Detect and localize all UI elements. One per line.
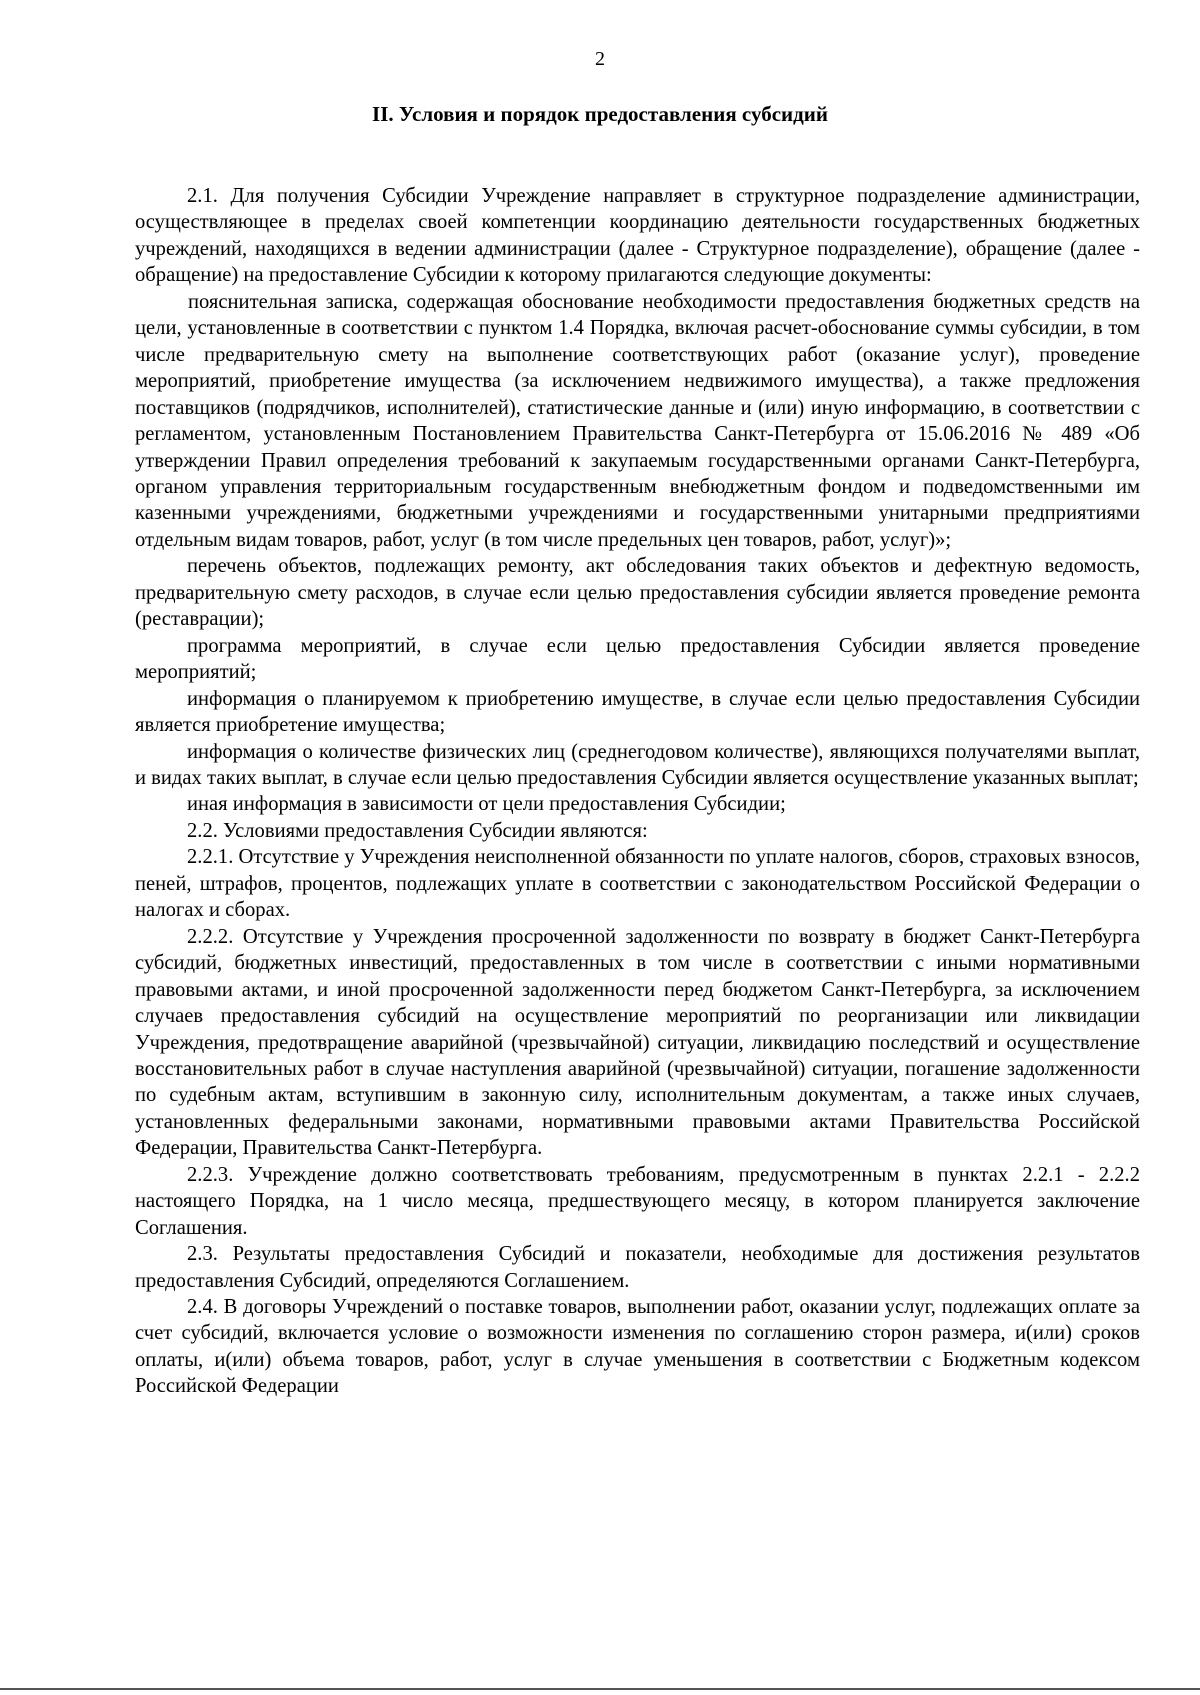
paragraph-2-2-1: 2.2.1. Отсутствие у Учреждения неисполненной обязанности по уплате налогов, сборов, страховых взносов, пеней, штрафов, процентов, подлежащих уплате в соответствии с законодательством Российской Федерации о налогах и сборах. <box>135 846 1140 922</box>
document-body <box>135 183 1140 1400</box>
paragraph-property-info: информация о планируемом к приобретению имуществе, в случае если целью предоставления Субсидии является приобретение имущества; <box>135 687 1140 737</box>
paragraph-2-3: 2.3. Результаты предоставления Субсидий и показатели, необходимые для достижения результатов предоставления Субсидий, определяются Соглашением. <box>135 1243 1140 1292</box>
page-number: 2 <box>595 48 605 70</box>
scan-bottom-edge <box>0 1688 1200 1690</box>
paragraph-2-1: 2.1. Для получения Субсидии Учреждение направляет в структурное подразделение администрации, осуществляющее в пределах своей компетенции координацию деятельности государственных бюджетных учреждений, находящихся в ведении администрации (далее - Структурное подразделение), обращение (далее - обращение) на предоставление Субсидии к которому прилагаются следующие документы: <box>135 185 1140 287</box>
section-title: II. Условия и порядок предоставления субсидий <box>372 102 828 126</box>
paragraph-explanatory-note: пояснительная записка, содержащая обоснование необходимости предоставления бюджетных средств на цели, установленные в соответствии с пунктом 1.4 Порядка, включая расчет-обоснование суммы субсидии, в том числе предварительную смету на выполнение соответствующих работ (оказание услуг), проведение мероприятий, приобретение имущества (за исключением недвижимого имущества), а также предложения поставщиков (подрядчиков, исполнителей), статистические данные и (или) иную информацию, в соответствии с регламентом, установленным Постановлением Правительства Санкт-Петербурга от 15.06.2016 № 489 «Об утверждении Правил определения требований к закупаемым государственными органами Санкт-Петербурга, органом управления территориальным государственным внебюджетным фондом и подведомственными им казенными учреждениями, бюджетными учреждениями и государственными унитарными предприятиями отдельным видам товаров, работ, услуг (в том числе предельных цен товаров, работ, услуг)»; <box>135 290 1140 551</box>
paragraph-2-2: 2.2. Условиями предоставления Субсидии являются: <box>187 819 648 842</box>
paragraph-2-2-3: 2.2.3. Учреждение должно соответствовать требованиям, предусмотренным в пунктах 2.2.1 - 2.2.2 настоящего Порядка, на 1 число месяца, предшествующего месяцу, в котором планируется заключение Соглашения. <box>135 1163 1140 1239</box>
paragraph-events-program: программа мероприятий, в случае если целью предоставления Субсидии является проведение мероприятий; <box>135 634 1140 684</box>
paragraph-other-info: иная информация в зависимости от цели предоставления Субсидии; <box>187 793 786 816</box>
paragraph-2-2-2: 2.2.2. Отсутствие у Учреждения просроченной задолженности по возврату в бюджет Санкт-Петербурга субсидий, бюджетных инвестиций, предоставленных в том числе в соответствии с иными нормативными правовыми актами, и иной просроченной задолженности перед бюджетом Санкт-Петербурга, за исключением случаев предоставления субсидий на осуществление мероприятий по реорганизации или ликвидации Учреждения, предотвращение аварийной (чрезвычайной) ситуации, ликвидацию последствий и осуществление восстановительных работ в случае наступления аварийной (чрезвычайной) ситуации, погашение задолженности по судебным актам, вступившим в законную силу, исполнительным документам, а также иных случаев, установленных федеральными законами, нормативными правовыми актами Правительства Российской Федерации, Правительства Санкт-Петербурга. <box>135 925 1140 1160</box>
paragraph-2-4: 2.4. В договоры Учреждений о поставке товаров, выполнении работ, оказании услуг, подлежащих оплате за счет субсидий, включается условие о возможности изменения по соглашению сторон размера, и(или) сроков оплаты, и(или) объема товаров, работ, услуг в случае уменьшения в соответствии с Бюджетным кодексом Российской Федерации <box>135 1296 1140 1398</box>
paragraph-repair-objects: перечень объектов, подлежащих ремонту, акт обследования таких объектов и дефектную ведомость, предварительную смету расходов, в случае если целью предоставления субсидии является проведение ремонта (реставрации); <box>135 555 1140 631</box>
paragraph-payments-info: информация о количестве физических лиц (среднегодовом количестве), являющихся получателями выплат, и видах таких выплат, в случае если целью предоставления Субсидии является осуществление указанных выплат; <box>135 740 1140 789</box>
